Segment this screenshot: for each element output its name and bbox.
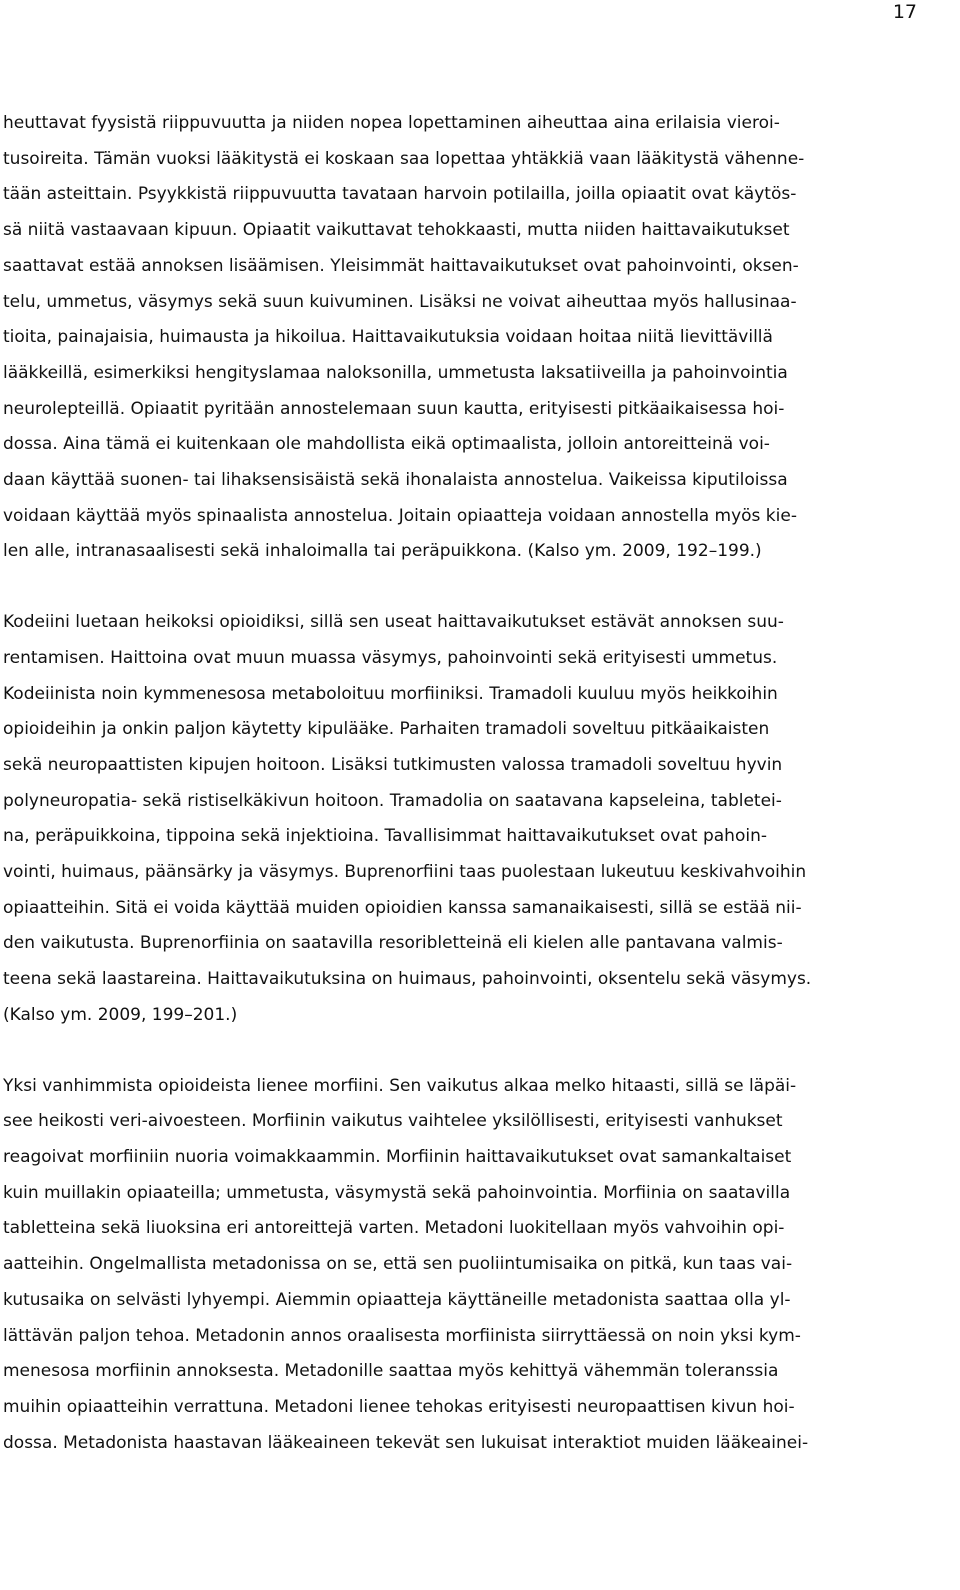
text-line: muihin opiaatteihin verrattuna. Metadoni lienee tehokas erityisesti neuropaattisen kivun hoi- xyxy=(3,1396,795,1417)
text-line: vointi, huimaus, päänsärky ja väsymys. Buprenorfiini taas puolestaan lukeutuu keskivahvoihin xyxy=(3,862,807,883)
text-line: Yksi vanhimmista opioideista lienee morfiini. Sen vaikutus alkaa melko hitaasti, sillä se läpäi- xyxy=(3,1075,797,1096)
text-line: kuin muillakin opiaateilla; ummetusta, väsymystä sekä pahoinvointia. Morfiinia on saatavilla xyxy=(3,1182,791,1203)
text-line: tioita, painajaisia, huimausta ja hikoilua. Haittavaikutuksia voidaan hoitaa niitä lievittävillä xyxy=(3,327,773,348)
text-line: polyneuropatia- sekä ristiselkäkivun hoitoon. Tramadolia on saatavana kapseleina, tabletei- xyxy=(3,790,782,811)
paragraph-opiate-effects xyxy=(3,106,948,570)
text-line: tusoireita. Tämän vuoksi lääkitystä ei koskaan saa lopettaa yhtäkkiä vaan lääkitystä vähenne- xyxy=(3,148,805,169)
text-line: dossa. Aina tämä ei kuitenkaan ole mahdollista eikä optimaalista, jolloin antoreitteinä voi- xyxy=(3,434,770,455)
text-line: tabletteina sekä liuoksina eri antoreittejä varten. Metadoni luokitellaan myös vahvoihin opi- xyxy=(3,1218,785,1239)
text-line: sä niitä vastaavaan kipuun. Opiaatit vaikuttavat tehokkaasti, mutta niiden haittavaikutukset xyxy=(3,220,790,241)
text-line: dossa. Metadonista haastavan lääkeaineen tekevät sen lukuisat interaktiot muiden lääkeainei- xyxy=(3,1432,809,1453)
text-line: lääkkeillä, esimerkiksi hengityslamaa naloksonilla, ummetusta laksatiiveilla ja pahoinvointia xyxy=(3,362,788,383)
paragraph-weak-opioids xyxy=(3,605,948,1033)
text-line: teena sekä laastareina. Haittavaikutuksina on huimaus, pahoinvointi, oksentelu sekä väsymys. xyxy=(3,969,812,990)
text-line: daan käyttää suonen- tai lihaksensisäistä sekä ihonalaista annostelua. Vaikeissa kiputiloissa xyxy=(3,470,788,491)
text-line: len alle, intranasaalisesti sekä inhaloimalla tai peräpuikkona. (Kalso ym. 2009, 192–199.) xyxy=(3,541,762,562)
text-line: den vaikutusta. Buprenorfiinia on saatavilla resoribletteinä eli kielen alle pantavana valmis- xyxy=(3,933,783,954)
text-line: aatteihin. Ongelmallista metadonissa on se, että sen puoliintumisaika on pitkä, kun taas vai- xyxy=(3,1254,793,1275)
text-line: voidaan käyttää myös spinaalista annostelua. Joitain opiaatteja voidaan annostella myös kie- xyxy=(3,505,797,526)
text-line: na, peräpuikkoina, tippoina sekä injektioina. Tavallisimmat haittavaikutukset ovat pahoin- xyxy=(3,826,767,847)
page-number: 17 xyxy=(892,1,917,23)
text-line: Kodeiinista noin kymmenesosa metaboloituu morfiiniksi. Tramadoli kuuluu myös heikkoihin xyxy=(3,683,778,704)
paragraph-spacing xyxy=(3,570,948,605)
text-line: tään asteittain. Psyykkistä riippuvuutta tavataan harvoin potilailla, joilla opiaatit ovat käytös- xyxy=(3,184,797,205)
text-line: reagoivat morfiiniin nuoria voimakkaammin. Morfiinin haittavaikutukset ovat samankaltaiset xyxy=(3,1146,792,1167)
text-line: sekä neuropaattisten kipujen hoitoon. Lisäksi tutkimusten valossa tramadoli soveltuu hyvin xyxy=(3,754,783,775)
text-line: see heikosti veri-aivoesteen. Morfiinin vaikutus vaihtelee yksilöllisesti, erityisesti vanhukset xyxy=(3,1111,783,1132)
paragraph-spacing xyxy=(3,1034,948,1069)
text-line: menesosa morfiinin annoksesta. Metadonille saattaa myös kehittyä vähemmän toleranssia xyxy=(3,1361,779,1382)
text-line: Kodeiini luetaan heikoksi opioidiksi, sillä sen useat haittavaikutukset estävät annoksen suu- xyxy=(3,612,784,633)
body-text xyxy=(3,106,948,1461)
text-line: rentamisen. Haittoina ovat muun muassa väsymys, pahoinvointi sekä erityisesti ummetus. xyxy=(3,647,778,668)
paragraph-strong-opioids xyxy=(3,1069,948,1462)
text-line: neurolepteillä. Opiaatit pyritään annostelemaan suun kautta, erityisesti pitkäaikaisessa hoi- xyxy=(3,398,785,419)
text-line: telu, ummetus, väsymys sekä suun kuivuminen. Lisäksi ne voivat aiheuttaa myös hallusinaa- xyxy=(3,291,797,312)
text-line: saattavat estää annoksen lisäämisen. Yleisimmät haittavaikutukset ovat pahoinvointi, oksen- xyxy=(3,255,799,276)
text-line: lättävän paljon tehoa. Metadonin annos oraalisesta morfiinista siirryttäessä on noin yksi kym- xyxy=(3,1325,801,1346)
text-line: opioideihin ja onkin paljon käytetty kipulääke. Parhaiten tramadoli soveltuu pitkäaikaisten xyxy=(3,719,770,740)
text-line: opiaatteihin. Sitä ei voida käyttää muiden opioidien kanssa samanaikaisesti, sillä se estää nii- xyxy=(3,897,802,918)
text-line: heuttavat fyysistä riippuvuutta ja niiden nopea lopettaminen aiheuttaa aina erilaisia vieroi- xyxy=(3,113,780,133)
text-line: (Kalso ym. 2009, 199–201.) xyxy=(3,1004,238,1025)
text-line: kutusaika on selvästi lyhyempi. Aiemmin opiaatteja käyttäneille metadonista saattaa olla yl- xyxy=(3,1289,791,1310)
